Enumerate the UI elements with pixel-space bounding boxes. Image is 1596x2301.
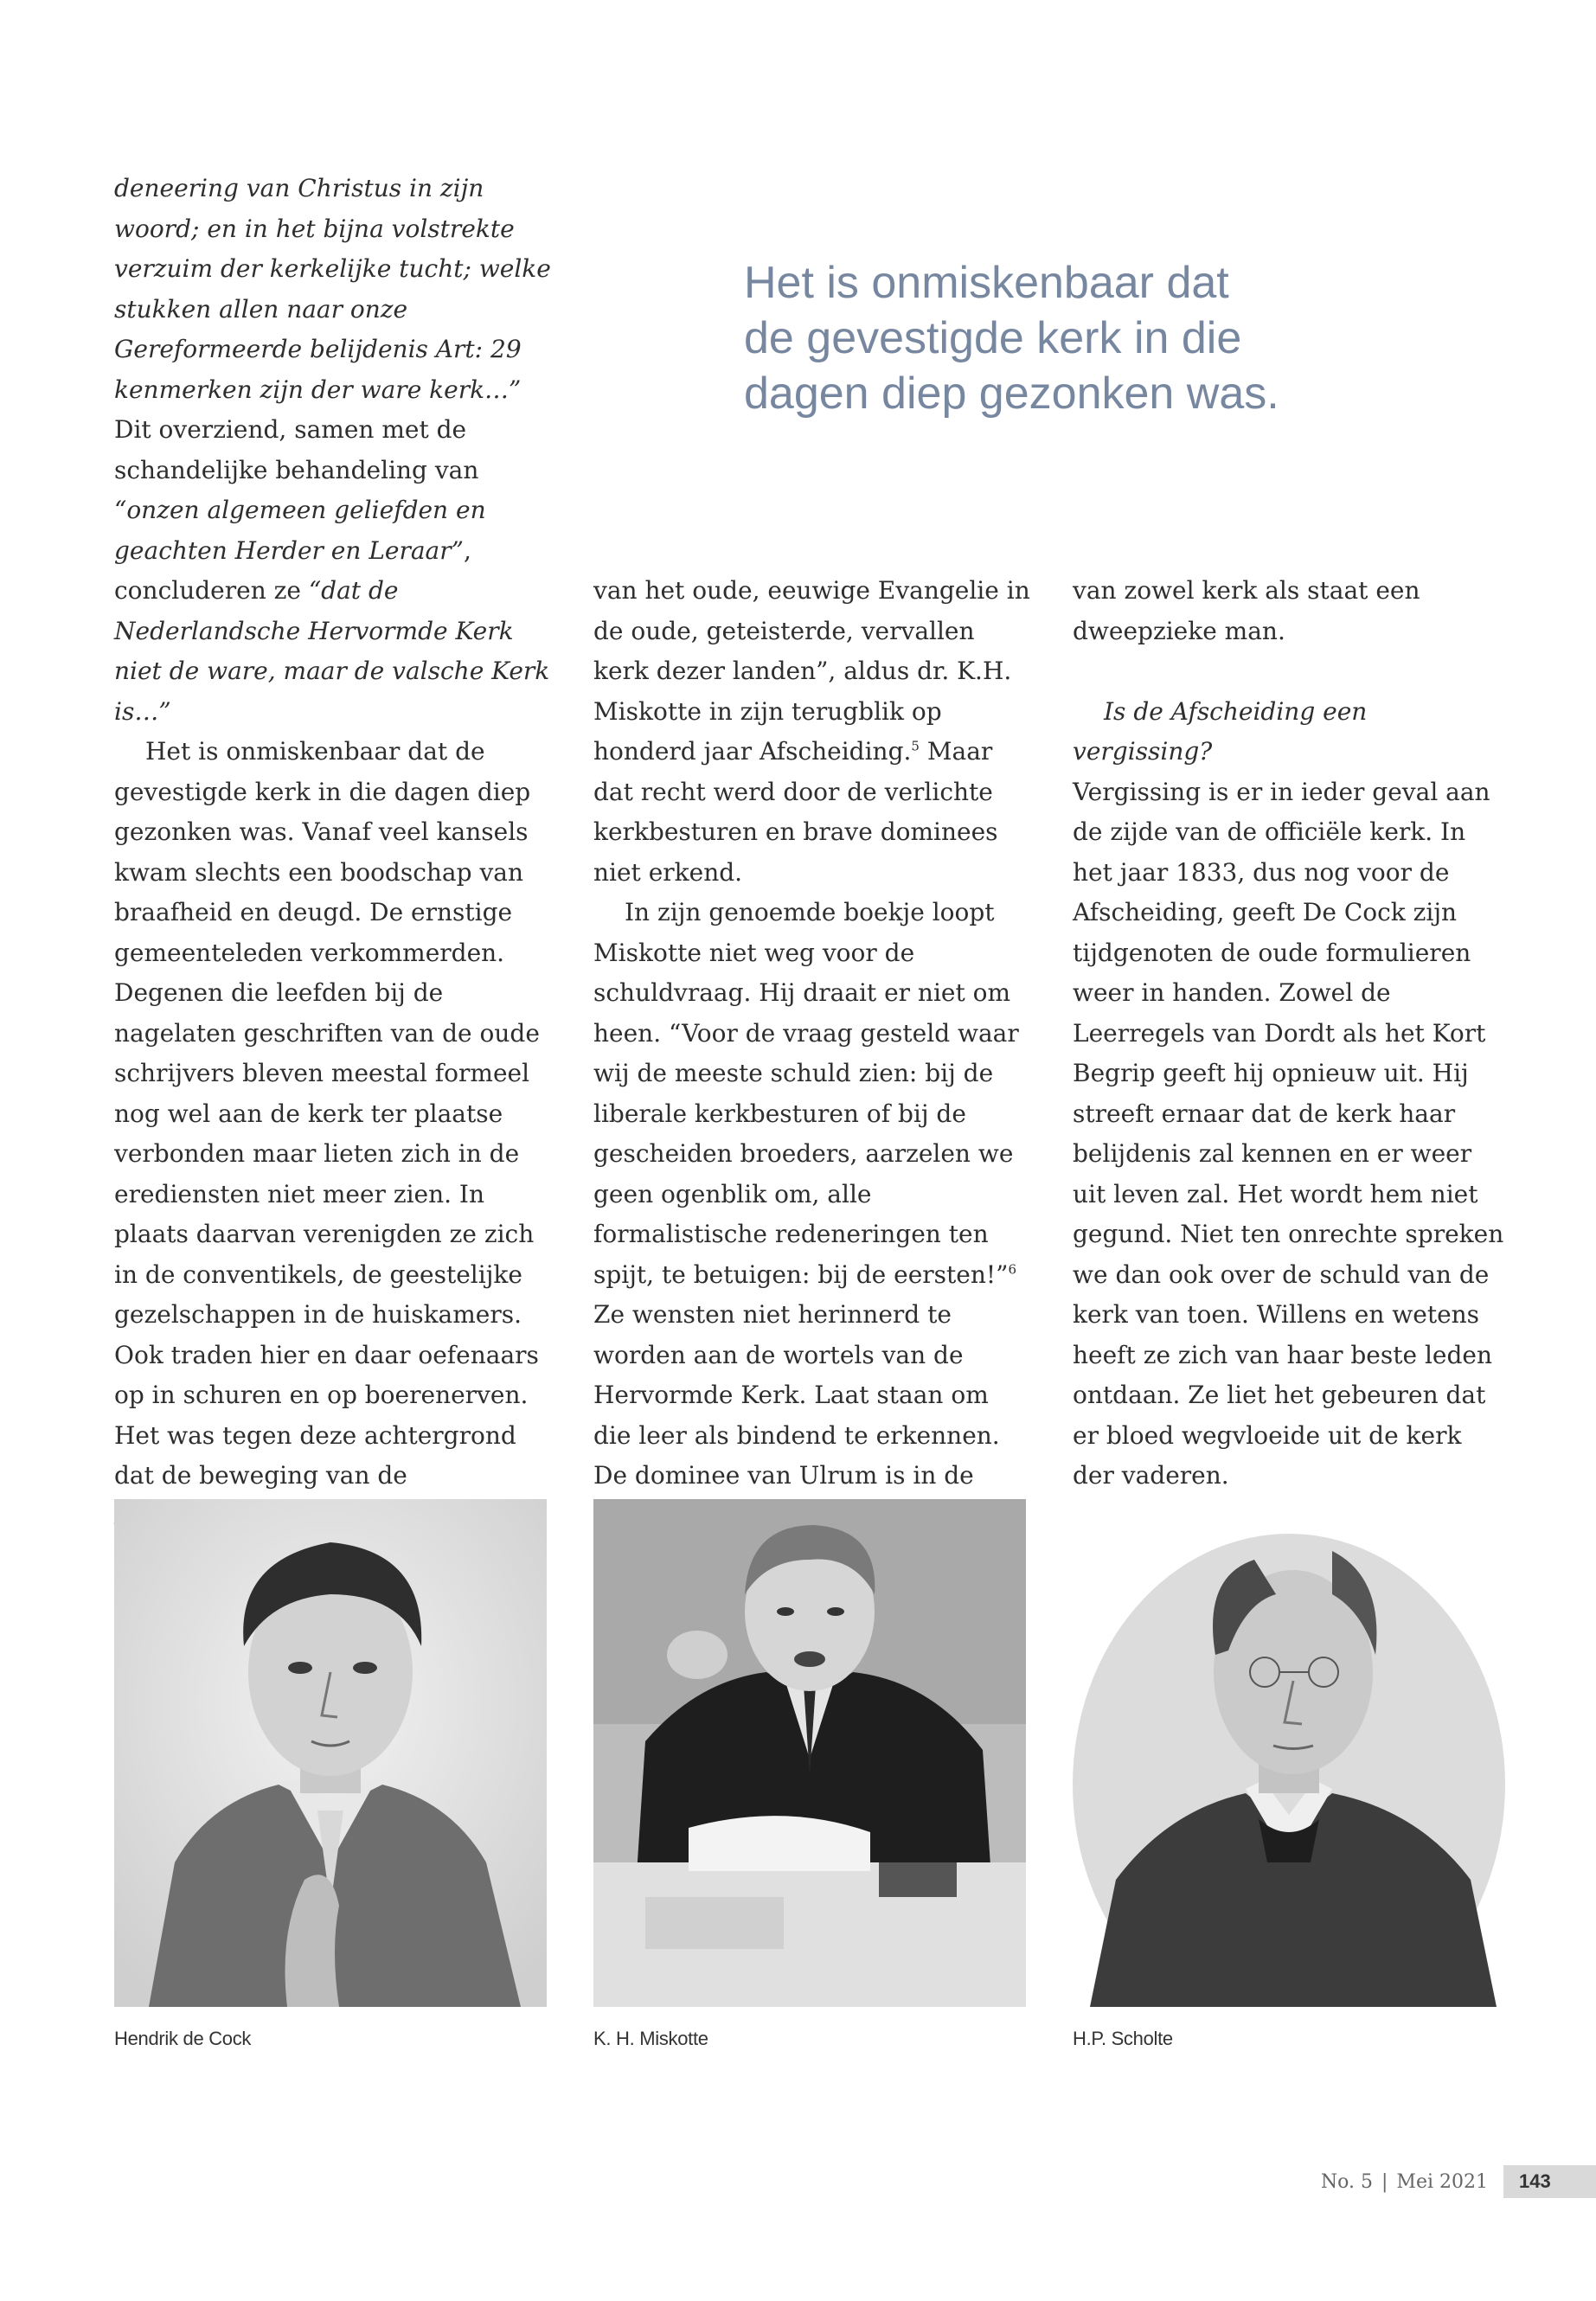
portrait-hp-scholte — [1073, 1499, 1505, 2007]
portrait-drawing-de-cock — [114, 1499, 547, 2007]
column2-paragraph-2 — [593, 893, 1030, 1536]
portrait-engraving-scholte — [1073, 1499, 1505, 2007]
quote-italic-3: “dat de Nederlandsche Hervormde Kerk niet de ware, maar de valsche Kerk is…” — [114, 576, 550, 726]
column2-paragraph-1 — [593, 571, 1030, 893]
caption-kh-miskotte: K. H. Miskotte — [593, 2028, 708, 2049]
column2-paragraph-1a: van het oude, eeuwige Evangelie in de oude, geteisterde, vervallen kerk dezer landen”, aldus dr. K.H. Miskotte in zijn terugblik op honderd jaar Afscheiding. — [593, 576, 1030, 766]
text-column-1 — [114, 169, 551, 1577]
column3-paragraph-1: van zowel kerk als staat een dweepzieke man. — [1073, 576, 1420, 645]
caption-hendrik-de-cock: Hendrik de Cock — [114, 2028, 252, 2049]
footer-issue-info — [1321, 2171, 1488, 2193]
text-2: , concluderen ze — [114, 535, 471, 605]
column1-paragraph-1 — [114, 169, 551, 732]
portrait-hendrik-de-cock — [114, 1499, 547, 2007]
footer-separator: | — [1381, 2171, 1388, 2193]
quote-italic-2: “onzen algemeen geliefden en geachten Herder en Leraar” — [114, 496, 486, 565]
issue-number: No. 5 — [1320, 2171, 1373, 2193]
text-column-3 — [1073, 571, 1509, 1497]
column2-paragraph-2a: In zijn genoemde boekje loopt Miskotte niet weg voor de schuldvraag. Hij draait er niet om heen. “Voor de vraag gesteld waar wij de meeste schuld zien: bij de liberale kerkbesturen of bij de gescheiden broeders, aarzelen we geen ogenblik om, alle formalistische redeneringen ten spijt, te betuigen: bij de eersten!” — [593, 898, 1019, 1289]
issue-date: Mei 2021 — [1396, 2171, 1488, 2193]
column3-paragraph-2: Vergissing is er in ieder geval aan de zijde van de officiële kerk. In het jaar 1833, dus nog voor de Afscheiding, geeft De Cock zijn tijdgenoten de oude formulieren weer in handen. Zowel de Leerregels van Dordt als het Kort Begrip geeft hij opnieuw uit. Hij streeft ernaar dat de kerk haar belijdenis zal kennen en er weer uit leven zal. Het wordt hem niet gegund. Niet ten onrechte spreken we dan ook over de schuld van de kerk van toen. Willens en wetens heeft ze zich van haar beste leden ontdaan. Ze liet het gebeuren dat er bloed wegvloeide uit de kerk der vaderen. — [1073, 777, 1504, 1490]
footnote-marker-6: 6 — [1008, 1261, 1017, 1278]
portrait-photo-miskotte — [593, 1499, 1026, 2007]
paragraph-gap — [1073, 651, 1509, 692]
caption-hp-scholte: H.P. Scholte — [1073, 2028, 1173, 2049]
portrait-kh-miskotte — [593, 1499, 1026, 2007]
text-column-2 — [593, 571, 1030, 1536]
column1-paragraph-2: Het is onmiskenbaar dat de gevestigde kerk in die dagen diep gezonken was. Vanaf veel kansels kwam slechts een boodschap van braafheid en deugd. De ernstige gemeenteleden verkommerden. Degenen die leefden bij de nagelaten geschriften van de oude schrijvers bleven meestal formeel nog wel aan de kerk ter plaatse verbonden maar lieten zich in de erediensten niet meer zien. In plaats daarvan verenigden ze zich in de conventikels, de geestelijke gezelschappen in de huiskamers. Ook traden hier en daar oefenaars op in schuren en op boerenerven. Het was tegen deze achtergrond dat de beweging van de — [114, 737, 540, 1490]
column2-paragraph-1b: Maar dat recht werd door de verlichte kerkbesturen en brave dominees niet erkend. — [593, 737, 998, 887]
column3-subheading: Is de Afscheiding een vergissing? — [1073, 696, 1368, 766]
text-1: Dit overziend, samen met de schandelijke behandeling van — [114, 415, 479, 484]
page-number: 143 — [1503, 2165, 1596, 2198]
quote-italic-1: deneering van Christus in zijn woord; en in het bijna volstrekte verzuim der kerkelijke tucht; welke stukken allen naar onze Gereformeerde belijdenis Art: 29 kenmerken zijn der ware kerk…” — [114, 174, 551, 404]
pull-quote: Het is onmiskenbaar dat de gevestigde kerk in die dagen diep gezonken was. — [744, 258, 1279, 419]
footnote-marker-5: 5 — [911, 738, 920, 754]
column2-paragraph-2b: Ze wensten niet herinnerd te worden aan de wortels van de Hervormde Kerk. Laat staan om die leer als bindend te erkennen. De dominee van Ulrum is in de — [593, 1300, 1000, 1490]
